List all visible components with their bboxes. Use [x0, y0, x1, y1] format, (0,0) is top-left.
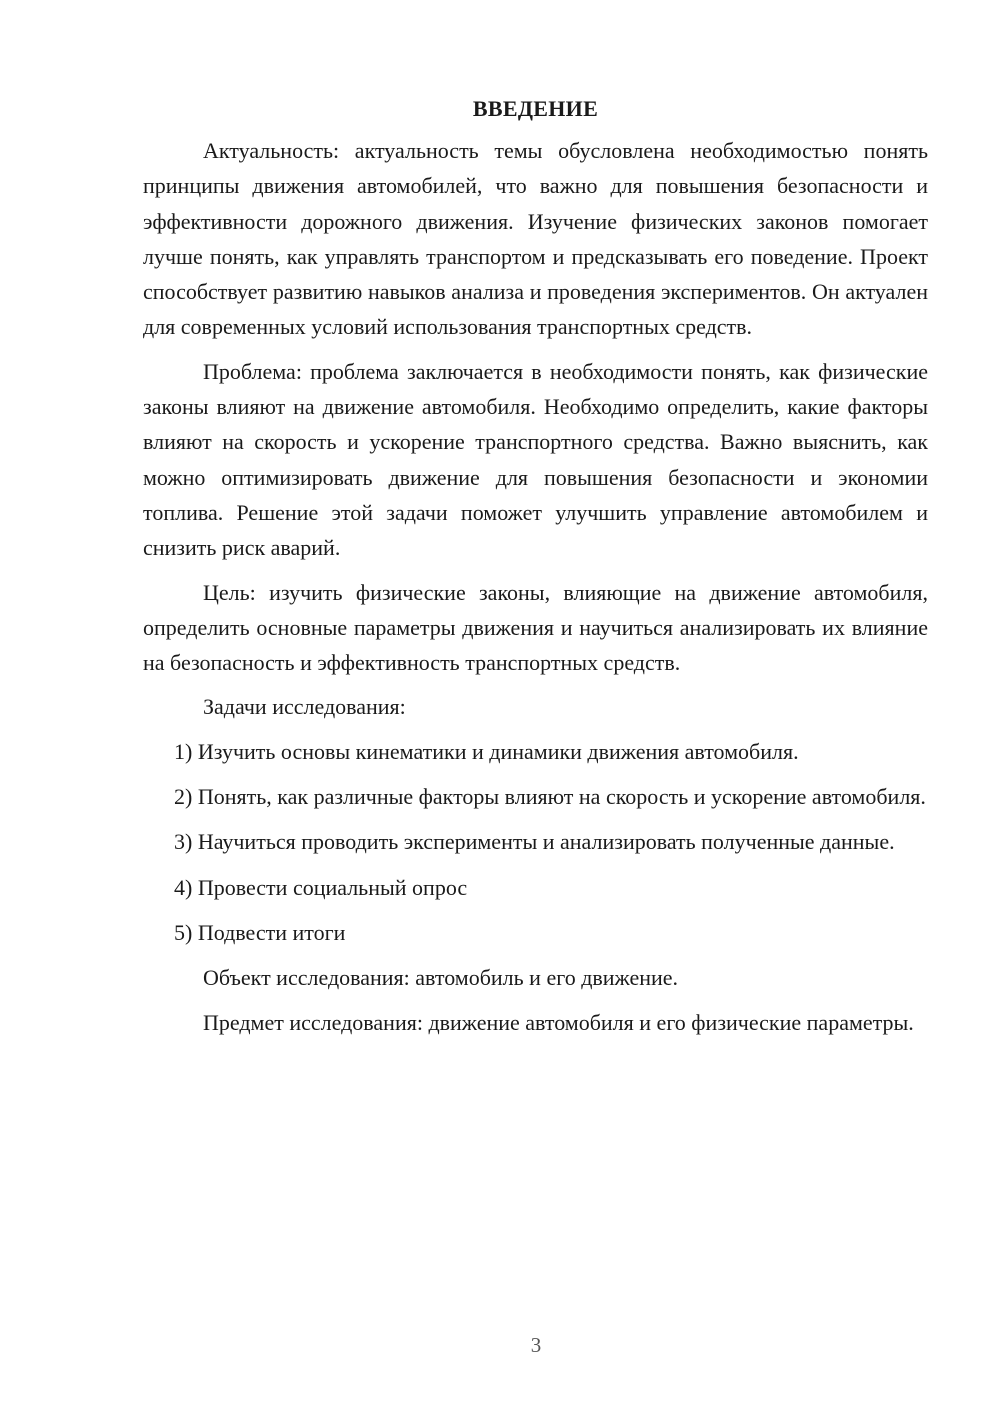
- section-title: ВВЕДЕНИЕ: [472, 96, 599, 121]
- subject-paragraph: Предмет исследования: движение автомобиля и его физические параметры.: [203, 1009, 914, 1035]
- goal-paragraph: Цель: изучить физические законы, влияющие на движение автомобиля, определить основные параметры движения и научиться анализировать их влияние на безопасность и эффективность транспортных средств.: [143, 579, 928, 676]
- task-item: 1) Изучить основы кинематики и динамики движения автомобиля.: [174, 738, 799, 764]
- object-paragraph: Объект исследования: автомобиль и его движение.: [203, 965, 679, 991]
- page-number: 3: [530, 1333, 542, 1357]
- tasks-heading: Задачи исследования:: [203, 694, 406, 720]
- task-item: 3) Научиться проводить эксперименты и анализировать полученные данные.: [174, 829, 895, 855]
- relevance-paragraph: Актуальность: актуальность темы обусловлена необходимостью понять принципы движения автомобилей, что важно для повышения безопасности и эффективности дорожного движения. Изучение физических законов помогает лучше понять, как управлять транспортом и предсказывать его поведение. Проект способствует развитию навыков анализа и проведения экспериментов. Он актуален для современных условий использования транспортных средств.: [143, 138, 928, 340]
- task-item: 2) Понять, как различные факторы влияют на скорость и ускорение автомобиля.: [174, 784, 926, 810]
- task-item: 4) Провести социальный опрос: [174, 874, 468, 900]
- problem-paragraph: Проблема: проблема заключается в необходимости понять, как физические законы влияют на движение автомобиля. Необходимо определить, какие факторы влияют на скорость и ускорение транспортного средства. Важно выяснить, как можно оптимизировать движение для повышения безопасности и экономии топлива. Решение этой задачи поможет улучшить управление автомобилем и снизить риск аварий.: [143, 358, 928, 561]
- tasks-list: [143, 734, 928, 950]
- task-item: 5) Подвести итоги: [174, 919, 346, 945]
- document-page: [143, 92, 928, 1049]
